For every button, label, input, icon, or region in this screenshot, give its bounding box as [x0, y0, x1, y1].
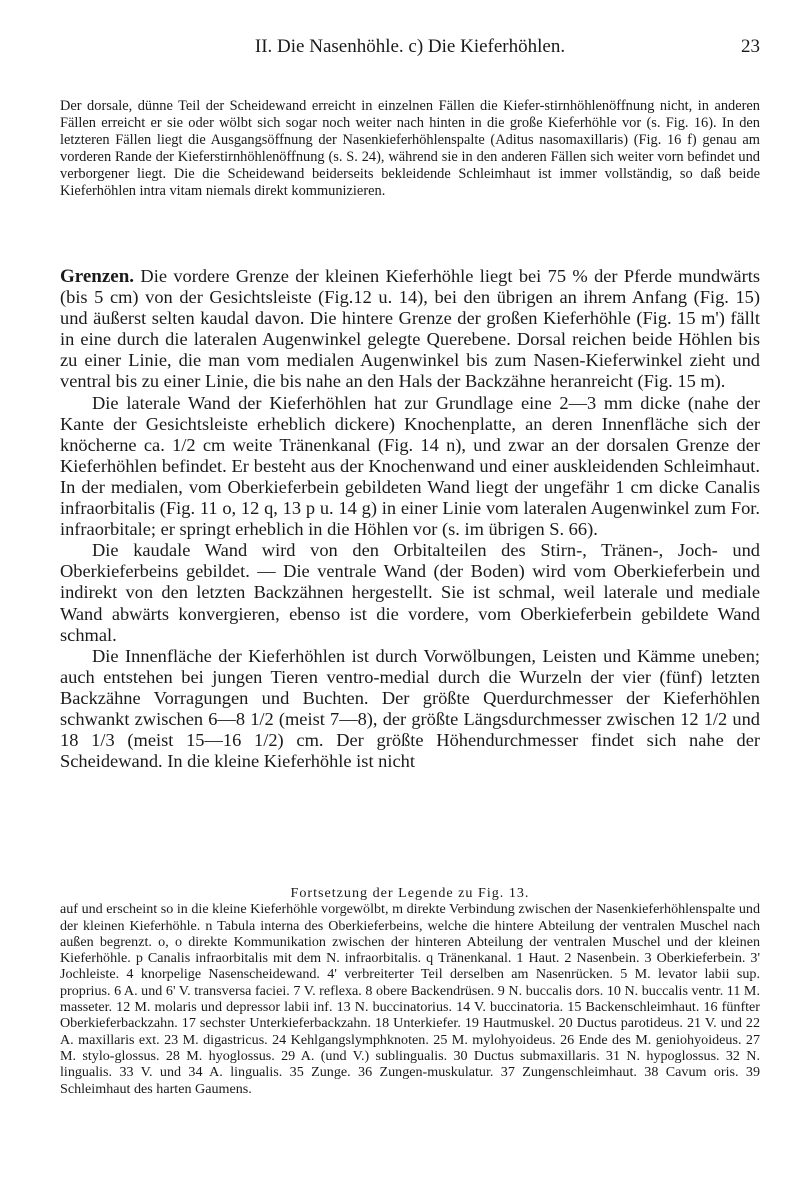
page-number: 23 — [741, 36, 760, 57]
page-header — [60, 36, 760, 62]
paragraph-innenflaeche: Die Innenfläche der Kieferhöhlen ist durch Vorwölbungen, Leisten und Kämme uneben; auch entstehen bei jungen Tieren ventro-medial durch die Wurzeln der vier (fünf) letzten Backzähne Vorragungen und Buchten. Der größte Querdurchmesser der Kieferhöhlen schwankt zwischen 6—8 1/2 (meist 7—8), der größte Längsdurchmesser zwischen 12 1/2 und 18 1/3 (meist 15—16 1/2) cm. Der größte Höhendurchmesser findet sich nahe der Scheidewand. In die kleine Kieferhöhle ist nicht — [60, 645, 760, 772]
intro-text: Der dorsale, dünne Teil der Scheidewand erreicht in einzelnen Fällen die Kiefer-stirnhöhlenöffnung nicht, in anderen Fällen erreicht er sie oder wölbt sich sogar noch weiter nach hinten in die große Kieferhöhle vor (s. Fig. 16). In den letzteren Fällen liegt die Ausgangsöffnung der Nasenkieferhöhlenspalte (Aditus nasomaxillaris) (Fig. 16 f) genau am vorderen Rande der Kieferstirnhöhlenöffnung (s. S. 24), während sie in den anderen Fällen sich weiter vorn befindet und verborgener liegt. Die die Scheidewand beiderseits bekleidende Schleimhaut ist immer vollständig, so daß beide Kieferhöhlen intra vitam niemals direkt kommunizieren. — [60, 98, 760, 199]
main-text — [60, 266, 760, 772]
legend-text: auf und erscheint so in die kleine Kieferhöhle vorgewölbt, m direkte Verbindung zwischen der Nasenkieferhöhlenspalte und der kleinen Kieferhöhle. n Tabula interna des Oberkieferbeins, welche die hintere Abteilung der ventralen Muschel nach außen begrenzt. o, o direkte Kommunikation zwischen der hinteren Abteilung der ventralen Muschel und der kleinen Kieferhöhle. p Canalis infraorbitalis mit dem N. infraorbitalis. q Tränenkanal. 1 Haut. 2 Nasenbein. 3 Oberkieferbein. 3' Jochleiste. 4 knorpelige Nasenscheidewand. 4' verbreiterter Teil derselben am Nasenrücken. 5 M. levator labii sup. proprius. 6 A. und 6' V. transversa faciei. 7 V. reflexa. 8 obere Backendrüsen. 9 N. buccalis dors. 10 N. buccalis ventr. 11 M. masseter. 12 M. molaris und depressor labii inf. 13 N. buccinatorius. 14 V. buccinatoria. 15 Backenschleimhaut. 16 fünfter Oberkieferbackzahn. 17 sechster Unterkieferbackzahn. 18 Unterkiefer. 19 Hautmuskel. 20 Ductus parotideus. 21 V. und 22 A. maxillaris ext. 23 M. digastricus. 24 Kehlgangslymphknoten. 25 M. mylohyoideus. 26 Ende des M. geniohyoideus. 27 M. stylo-glossus. 28 M. hyoglossus. 29 A. (und V.) sublingualis. 30 Ductus submaxillaris. 31 N. hypoglossus. 32 N. lingualis. 33 V. und 34 A. lingualis. 35 Zunge. 36 Zungen-muskulatur. 37 Zungenschleimhaut. 38 Cavum oris. 39 Schleimhaut des harten Gaumens. — [60, 901, 760, 1097]
intro-paragraph — [60, 98, 760, 199]
paragraph-grenzen — [60, 266, 760, 393]
legend-title: Fortsetzung der Legende zu Fig. 13. — [290, 885, 530, 901]
paragraph-laterale-wand: Die laterale Wand der Kieferhöhlen hat zur Grundlage eine 2—3 mm dicke (nahe der Kante der Gesichtsleiste erheblich dickere) Knochenplatte, an deren Innenfläche sich der knöcherne ca. 1/2 cm weite Tränenkanal (Fig. 14 n), und zwar an der dorsalen Grenze der Kieferhöhlen befindet. Er besteht aus der Knochenwand und einer auskleidenden Schleimhaut. In der medialen, vom Oberkieferbein gebildeten Wand liegt der ungefähr 1 cm dicke Canalis infraorbitalis (Fig. 11 o, 12 q, 13 p u. 14 g) in einer Linie vom lateralen Augenwinkel zum For. infraorbitale; er springt erheblich in die Höhlen vor (s. im übrigen S. 66). — [60, 392, 760, 540]
figure-legend — [60, 885, 760, 1097]
section-heading-grenzen: Grenzen. — [60, 266, 135, 287]
grenzen-text: Die vordere Grenze der kleinen Kieferhöhle liegt bei 75 % der Pferde mundwärts (bis 5 cm) von der Gesichtsleiste (Fig.12 u. 14), bei den übrigen an ihrem Anfang (Fig. 15) und äußerst selten kaudal davon. Die hintere Grenze der großen Kieferhöhle (Fig. 15 m') fällt in eine durch die lateralen Augenwinkel gelegte Querebene. Dorsal reichen beide Höhlen bis zu einer Linie, die man vom medialen Augenwinkel bis zum Nasen-Kieferwinkel zieht und ventral bis zu einer Linie, die bis nahe an den Hals der Backzähne heranreicht (Fig. 15 m). — [60, 266, 760, 392]
paragraph-kaudale-wand: Die kaudale Wand wird von den Orbitalteilen des Stirn-, Tränen-, Joch- und Oberkieferbeins gebildet. — Die ventrale Wand (der Boden) wird vom Oberkieferbein und indirekt von den letzten Backzähnen hergestellt. Sie ist schmal, weil laterale und mediale Wand abwärts konvergieren, ebenso ist die vordere, vom Oberkieferbein gebildete Wand schmal. — [60, 540, 760, 645]
running-title: II. Die Nasenhöhle. c) Die Kieferhöhlen. — [254, 36, 566, 57]
